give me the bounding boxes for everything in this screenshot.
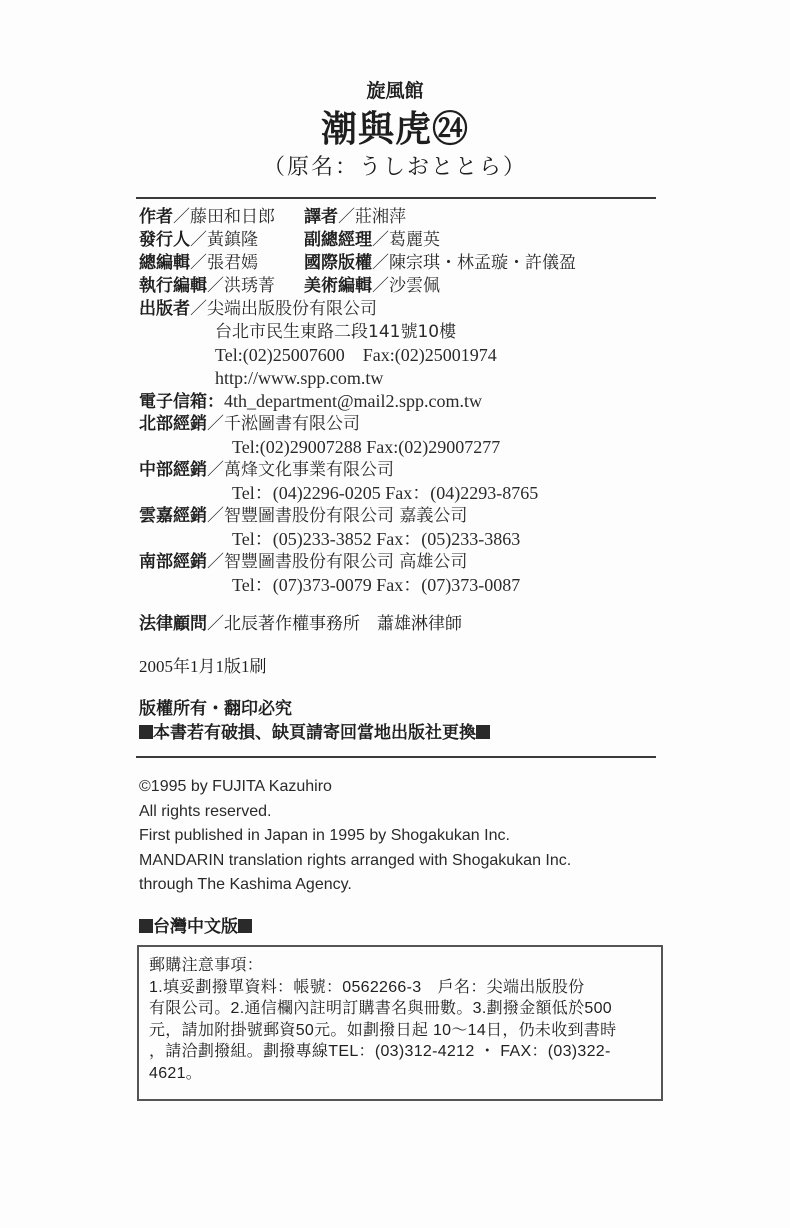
credits-block — [139, 206, 576, 597]
publisher-label: 出版者 — [139, 299, 190, 319]
email-value[interactable]: 4th_department@mail2.spp.com.tw — [224, 391, 483, 411]
credit-value: 藤田和日郎 — [190, 207, 275, 227]
distributor-name: 萬烽文化事業有限公司 — [224, 460, 394, 480]
legal-counsel: 法律顧問／北辰著作權事務所 蕭雄淋律師 — [139, 614, 462, 634]
publisher-series: 旋風館 — [366, 80, 424, 102]
taiwan-edition-heading: 台灣中文版 — [139, 912, 252, 937]
legal-label: 法律顧問 — [139, 614, 207, 634]
publisher-row: 出版者／尖端出版股份有限公司 — [139, 299, 377, 319]
notice-line: 4621。 — [149, 1064, 203, 1082]
square-bullet-icon — [476, 725, 490, 739]
credit-value: 莊湘萍 — [355, 207, 406, 227]
distributor-contact: Tel：(07)373-0079 Fax：(07)373-0087 — [232, 575, 521, 595]
credit-value: 沙雲佩 — [389, 276, 440, 296]
email-row: 電子信箱：4th_department@mail2.spp.com.tw — [139, 391, 483, 412]
notice-title: 郵購注意事項： — [149, 957, 264, 974]
notice-line: 元，請加附掛號郵資50元。如劃撥日起 10～14日，仍未收到書時 — [149, 1021, 617, 1039]
distributor-label: 雲嘉經銷 — [139, 506, 207, 526]
middle-divider — [136, 756, 656, 758]
copyright-line: through The Kashima Agency. — [139, 876, 352, 893]
publisher-address: 台北市民生東路二段141號10樓 — [215, 322, 457, 342]
credit-value: 陳宗琪・林孟璇・許儀盈 — [389, 253, 576, 273]
credit-row: 總編輯／張君嫣 國際版權／陳宗琪・林孟璇・許儀盈 — [139, 253, 576, 273]
credit-label: 作者 — [139, 207, 173, 227]
square-bullet-icon — [238, 919, 252, 933]
original-title: （原名：うしおととら） — [262, 155, 527, 180]
distributor-contact: Tel：(05)233-3852 Fax：(05)233-3863 — [232, 529, 521, 549]
copyright-line: All rights reserved. — [139, 802, 272, 820]
legal-value: 北辰著作權事務所 蕭雄淋律師 — [224, 614, 462, 634]
distributor-chiayi: 雲嘉經銷／智豐圖書股份有限公司 嘉義公司 — [139, 506, 468, 526]
distributor-contact: Tel：(04)2296-0205 Fax：(04)2293-8765 — [232, 483, 539, 503]
credit-value: 葛麗英 — [389, 230, 440, 250]
distributor-north: 北部經銷／千淞圖書有限公司 — [139, 414, 360, 434]
edition-date: 2005年1月1版1刷 — [139, 657, 267, 676]
copyright-line: MANDARIN translation rights arranged with Shogakukan Inc. — [139, 851, 572, 869]
rights-block — [139, 697, 490, 745]
credit-label: 發行人 — [139, 230, 190, 250]
credit-label: 總編輯 — [139, 253, 190, 273]
distributor-south: 南部經銷／智豐圖書股份有限公司 高雄公司 — [139, 552, 468, 572]
distributor-name: 智豐圖書股份有限公司 嘉義公司 — [224, 506, 468, 526]
credit-label: 國際版權 — [304, 253, 372, 273]
distributor-label: 北部經銷 — [139, 414, 207, 434]
credit-label: 美術編輯 — [304, 276, 372, 296]
distributor-contact: Tel:(02)29007288 Fax:(02)29007277 — [232, 437, 501, 457]
credit-value: 張君嫣 — [207, 253, 258, 273]
square-bullet-icon — [139, 919, 153, 933]
notice-line: 1.填妥劃撥單資料：帳號：0562266-3 戶名：尖端出版股份 — [149, 978, 585, 996]
credit-row: 作者／藤田和日郎 譯者／莊湘萍 — [139, 207, 406, 227]
credit-label: 副總經理 — [304, 230, 372, 250]
distributor-name: 千淞圖書有限公司 — [224, 414, 360, 434]
rights-reserved: 版權所有・翻印必究 — [139, 699, 292, 719]
distributor-label: 中部經銷 — [139, 460, 207, 480]
credit-row: 執行編輯／洪琇菁 美術編輯／沙雲佩 — [139, 276, 440, 296]
notice-line: 有限公司。2.通信欄內註明訂購書名與冊數。3.劃撥金額低於500 — [149, 1000, 612, 1017]
mail-order-notice-box — [137, 945, 663, 1101]
email-label: 電子信箱 — [139, 392, 207, 412]
distributor-label: 南部經銷 — [139, 552, 207, 572]
square-bullet-icon — [139, 725, 153, 739]
copyright-line: ©1995 by FUJITA Kazuhiro — [139, 778, 332, 795]
distributor-central: 中部經銷／萬烽文化事業有限公司 — [139, 460, 394, 480]
credit-row: 發行人／黃鎮隆 副總經理／葛麗英 — [139, 230, 440, 250]
english-copyright — [139, 775, 571, 898]
top-divider — [136, 197, 656, 199]
distributor-name: 智豐圖書股份有限公司 高雄公司 — [224, 552, 468, 572]
notice-line: ，請洽劃撥組。劃撥專線TEL：(03)312-4212 ・ FAX：(03)322- — [149, 1043, 611, 1060]
publisher-name: 尖端出版股份有限公司 — [207, 299, 377, 319]
credit-value: 洪琇菁 — [224, 276, 275, 296]
book-title: 潮與虎㉔ — [320, 109, 469, 150]
credit-value: 黃鎮隆 — [207, 230, 258, 250]
copyright-line: First published in Japan in 1995 by Shogakukan Inc. — [139, 827, 510, 844]
publisher-website[interactable]: http://www.spp.com.tw — [215, 368, 384, 388]
replacement-notice: 本書若有破損、缺頁請寄回當地出版社更換 — [139, 721, 490, 745]
credit-label: 譯者 — [304, 207, 338, 227]
publisher-tel-fax: Tel:(02)25007600 Fax:(02)25001974 — [215, 345, 497, 365]
credit-label: 執行編輯 — [139, 276, 207, 296]
